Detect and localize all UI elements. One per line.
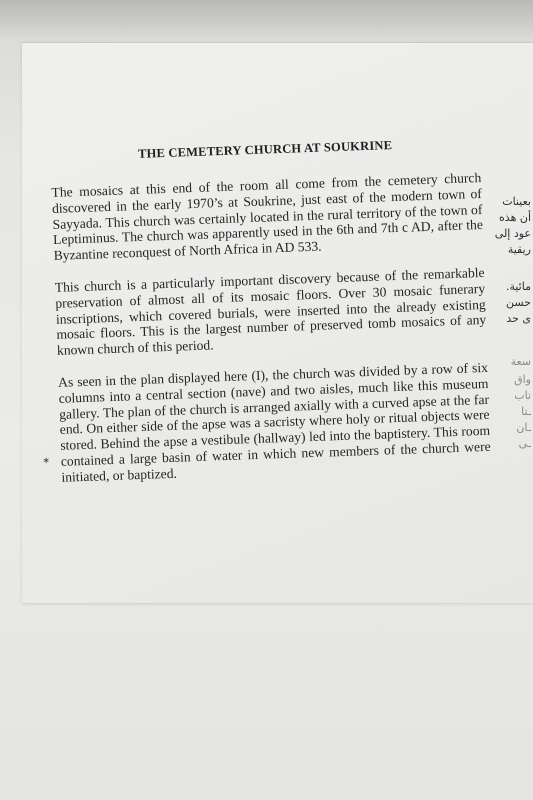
paragraph-intro: The mosaics at this end of the room all come from the cemetery church discovered in the early 1970’s at Soukrine, just east of the modern town of Sayyada. This church was certainly located in the rural territory of the town of Leptiminus. The church was apparently used in the 6th and 7th c AD, after the Byzantine reconquest of North Africa in AD 533. xyxy=(51,169,484,264)
arabic-line: ى حد xyxy=(506,312,531,325)
arabic-line: ـى xyxy=(518,437,531,450)
bullet-mark: ✶ xyxy=(42,456,51,467)
paragraph-plan: As seen in the plan displayed here (I), the church was divided by a row of six columns into a central section (nave) and two aisles, much like this museum gallery. The plan of the church is arranged axially with a curved apse at the far end. On either side of the apse was a sacristy where holy or ritual objects were stored. Behind the apse a vestibule (hallway) led into the baptistery. This room contained a large basin of water in which new members of the church were initiated, or baptized. xyxy=(57,359,491,485)
arabic-line: تاب xyxy=(514,389,531,402)
arabic-line: ريقية xyxy=(507,243,531,256)
arabic-line: أن هذه xyxy=(499,211,531,224)
arabic-line: سعة xyxy=(510,355,531,368)
arabic-line: مائية. xyxy=(505,280,531,293)
arabic-line: بعينات xyxy=(502,195,531,208)
arabic-line: ـتا xyxy=(521,405,531,418)
paragraph-importance: This church is a particularly important discovery because of the remarkable preservation of almost all of its mosaic floors. Over 30 mosaic funerary inscriptions, which covered burials, were inserted into the already existing mosaic floors. This is the largest number of preserved tomb mosaics of any known church of this period. xyxy=(54,264,487,359)
arabic-line: عود إلى xyxy=(494,227,531,240)
arabic-line: ـان xyxy=(516,421,531,434)
arabic-line: واق xyxy=(514,373,531,386)
arabic-line: حسن xyxy=(506,296,531,309)
wall-top-edge xyxy=(0,0,533,38)
english-text-panel xyxy=(50,135,492,501)
plaque-title: THE CEMETERY CHURCH AT SOUKRINE xyxy=(137,138,393,161)
